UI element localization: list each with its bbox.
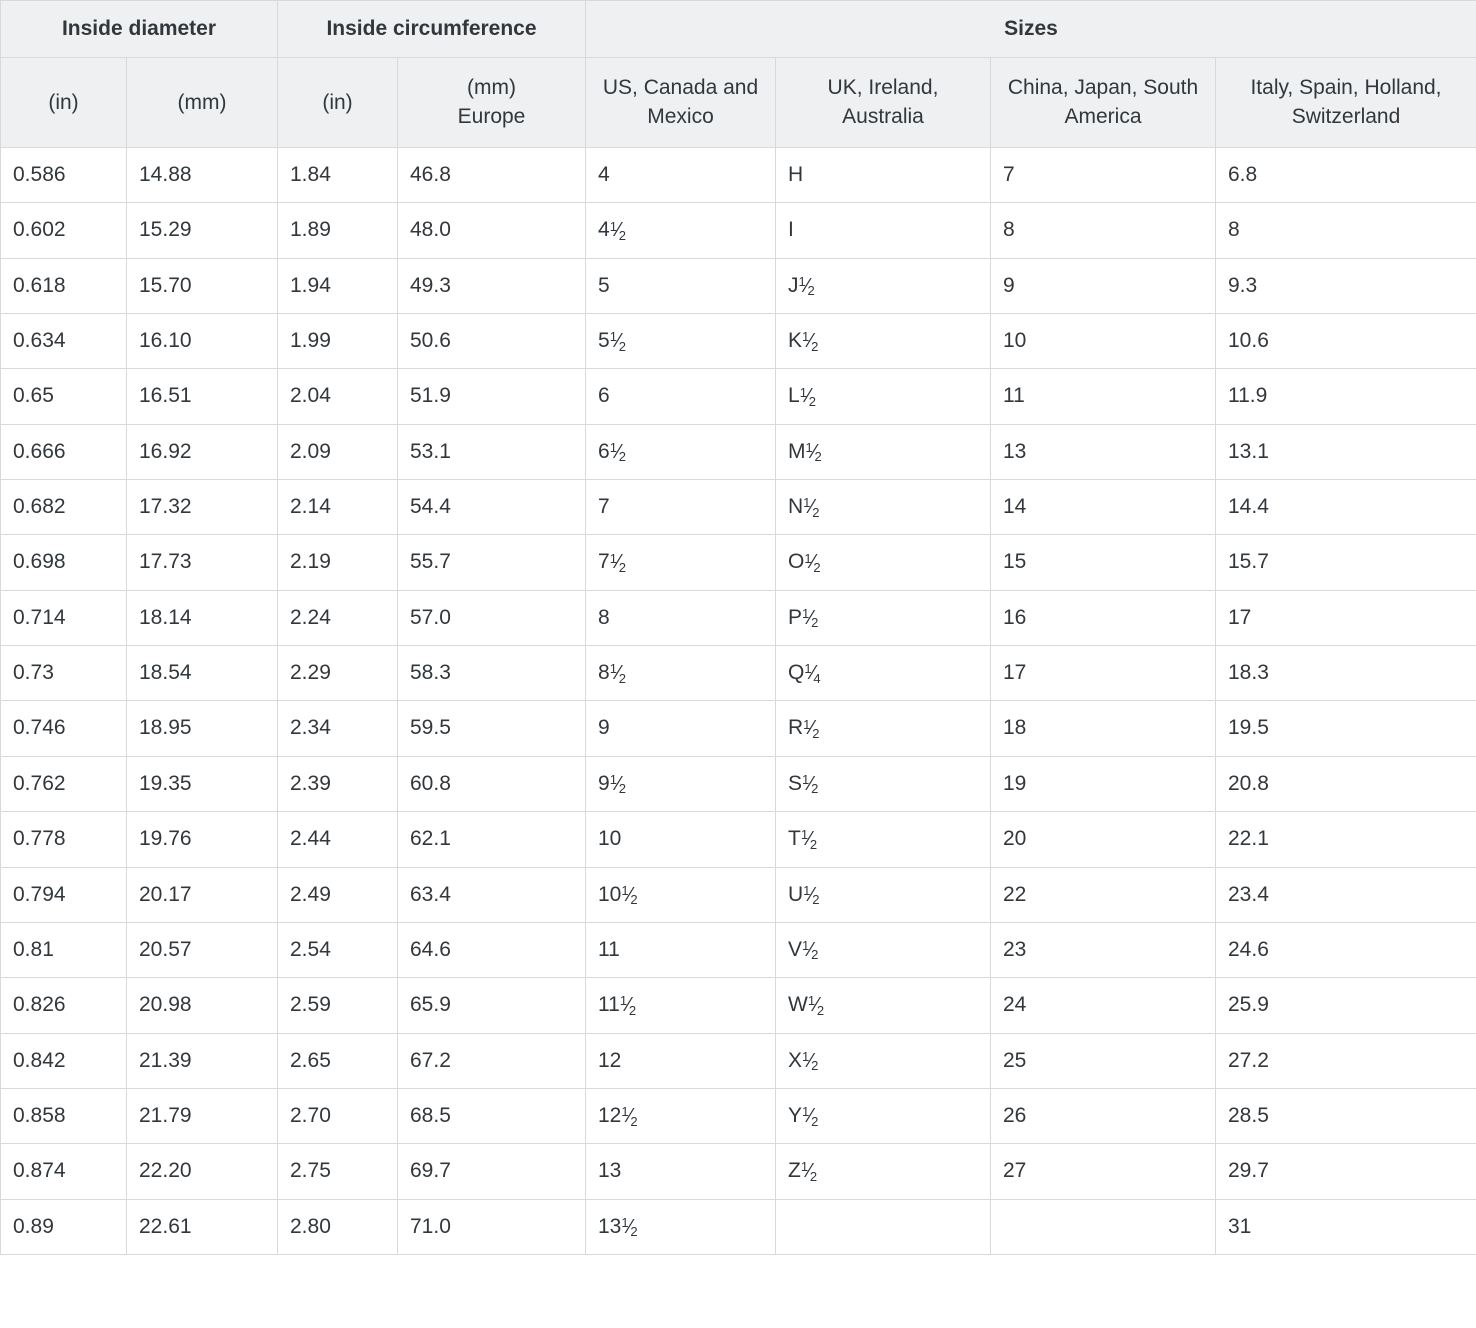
- cell-r5-c1: 16.92: [127, 424, 278, 479]
- cell-r7-c1: 17.73: [127, 535, 278, 590]
- column-header-7: Italy, Spain, Holland, Switzerland: [1216, 58, 1476, 148]
- cell-r8-c7: 17: [1216, 590, 1476, 645]
- cell-r12-c4: 10: [586, 812, 776, 867]
- cell-r1-c0: 0.602: [1, 203, 127, 258]
- cell-r7-c0: 0.698: [1, 535, 127, 590]
- cell-r5-c6: 13: [991, 424, 1216, 479]
- cell-r1-c7: 8: [1216, 203, 1476, 258]
- cell-r15-c5: $W^1⁄2$: [776, 978, 991, 1033]
- cell-r18-c5: $Z^1⁄2$: [776, 1144, 991, 1199]
- cell-r2-c4: 5: [586, 258, 776, 313]
- cell-r10-c1: 18.95: [127, 701, 278, 756]
- cell-r3-c1: 16.10: [127, 314, 278, 369]
- table-row: [1, 978, 1476, 1033]
- table-row: [1, 701, 1476, 756]
- cell-r5-c3: 53.1: [398, 424, 586, 479]
- cell-r10-c7: 19.5: [1216, 701, 1476, 756]
- cell-r0-c5: H: [776, 148, 991, 203]
- table-row: [1, 867, 1476, 922]
- cell-r16-c0: 0.842: [1, 1033, 127, 1088]
- cell-r4-c6: 11: [991, 369, 1216, 424]
- cell-r4-c7: 11.9: [1216, 369, 1476, 424]
- cell-r4-c0: 0.65: [1, 369, 127, 424]
- cell-r14-c1: 20.57: [127, 922, 278, 977]
- table-row: [1, 922, 1476, 977]
- cell-r2-c7: 9.3: [1216, 258, 1476, 313]
- cell-r18-c7: 29.7: [1216, 1144, 1476, 1199]
- cell-r0-c1: 14.88: [127, 148, 278, 203]
- cell-r18-c4: 13: [586, 1144, 776, 1199]
- cell-r15-c3: 65.9: [398, 978, 586, 1033]
- table-row: [1, 314, 1476, 369]
- cell-r11-c0: 0.762: [1, 756, 127, 811]
- cell-r0-c0: 0.586: [1, 148, 127, 203]
- cell-r13-c2: 2.49: [278, 867, 398, 922]
- column-header-2: (in): [278, 58, 398, 148]
- table-row: [1, 756, 1476, 811]
- cell-r19-c4: $13^1⁄2$: [586, 1199, 776, 1254]
- cell-r10-c3: 59.5: [398, 701, 586, 756]
- cell-r6-c3: 54.4: [398, 480, 586, 535]
- cell-r12-c5: $T^1⁄2$: [776, 812, 991, 867]
- cell-r6-c6: 14: [991, 480, 1216, 535]
- table-row: [1, 1144, 1476, 1199]
- cell-r9-c7: 18.3: [1216, 646, 1476, 701]
- cell-r14-c0: 0.81: [1, 922, 127, 977]
- table-row: [1, 480, 1476, 535]
- table-body: [1, 148, 1476, 1255]
- cell-r8-c1: 18.14: [127, 590, 278, 645]
- cell-r18-c2: 2.75: [278, 1144, 398, 1199]
- cell-r1-c3: 48.0: [398, 203, 586, 258]
- table-head: [1, 1, 1476, 148]
- cell-r4-c2: 2.04: [278, 369, 398, 424]
- table-row: [1, 646, 1476, 701]
- cell-r5-c7: 13.1: [1216, 424, 1476, 479]
- cell-r8-c0: 0.714: [1, 590, 127, 645]
- cell-r13-c1: 20.17: [127, 867, 278, 922]
- cell-r17-c7: 28.5: [1216, 1088, 1476, 1143]
- table-row: [1, 1088, 1476, 1143]
- cell-r18-c0: 0.874: [1, 1144, 127, 1199]
- cell-r16-c4: 12: [586, 1033, 776, 1088]
- cell-r19-c0: 0.89: [1, 1199, 127, 1254]
- cell-r6-c1: 17.32: [127, 480, 278, 535]
- cell-r2-c2: 1.94: [278, 258, 398, 313]
- group-header-0: Inside diameter: [1, 1, 278, 58]
- cell-r14-c7: 24.6: [1216, 922, 1476, 977]
- cell-r6-c2: 2.14: [278, 480, 398, 535]
- table-row: [1, 203, 1476, 258]
- cell-r6-c5: $N^1⁄2$: [776, 480, 991, 535]
- cell-r9-c4: $8^1⁄2$: [586, 646, 776, 701]
- group-header-2: Sizes: [586, 1, 1476, 58]
- cell-r1-c1: 15.29: [127, 203, 278, 258]
- cell-r8-c4: 8: [586, 590, 776, 645]
- cell-r12-c6: 20: [991, 812, 1216, 867]
- cell-r15-c4: $11^1⁄2$: [586, 978, 776, 1033]
- cell-r13-c3: 63.4: [398, 867, 586, 922]
- cell-r19-c5: [776, 1199, 991, 1254]
- column-header-row: [1, 58, 1476, 148]
- cell-r7-c5: $O^1⁄2$: [776, 535, 991, 590]
- cell-r5-c5: $M^1⁄2$: [776, 424, 991, 479]
- cell-r12-c0: 0.778: [1, 812, 127, 867]
- cell-r7-c4: $7^1⁄2$: [586, 535, 776, 590]
- cell-r11-c3: 60.8: [398, 756, 586, 811]
- cell-r11-c6: 19: [991, 756, 1216, 811]
- cell-r4-c3: 51.9: [398, 369, 586, 424]
- cell-r3-c6: 10: [991, 314, 1216, 369]
- cell-r19-c1: 22.61: [127, 1199, 278, 1254]
- cell-r0-c3: 46.8: [398, 148, 586, 203]
- cell-r11-c1: 19.35: [127, 756, 278, 811]
- cell-r2-c5: $J^1⁄2$: [776, 258, 991, 313]
- cell-r3-c5: $K^1⁄2$: [776, 314, 991, 369]
- cell-r15-c7: 25.9: [1216, 978, 1476, 1033]
- cell-r14-c3: 64.6: [398, 922, 586, 977]
- cell-r3-c3: 50.6: [398, 314, 586, 369]
- table-row: [1, 148, 1476, 203]
- cell-r4-c1: 16.51: [127, 369, 278, 424]
- cell-r13-c4: $10^1⁄2$: [586, 867, 776, 922]
- cell-r17-c4: $12^1⁄2$: [586, 1088, 776, 1143]
- cell-r1-c5: I: [776, 203, 991, 258]
- cell-r10-c4: 9: [586, 701, 776, 756]
- table-row: [1, 1199, 1476, 1254]
- cell-r17-c5: $Y^1⁄2$: [776, 1088, 991, 1143]
- group-header-row: [1, 1, 1476, 58]
- cell-r12-c2: 2.44: [278, 812, 398, 867]
- cell-r13-c5: $U^1⁄2$: [776, 867, 991, 922]
- cell-r2-c6: 9: [991, 258, 1216, 313]
- cell-r7-c3: 55.7: [398, 535, 586, 590]
- cell-r9-c6: 17: [991, 646, 1216, 701]
- cell-r9-c0: 0.73: [1, 646, 127, 701]
- column-header-3: (mm) Europe: [398, 58, 586, 148]
- table-row: [1, 590, 1476, 645]
- cell-r17-c1: 21.79: [127, 1088, 278, 1143]
- cell-r12-c1: 19.76: [127, 812, 278, 867]
- cell-r3-c2: 1.99: [278, 314, 398, 369]
- cell-r6-c7: 14.4: [1216, 480, 1476, 535]
- cell-r0-c2: 1.84: [278, 148, 398, 203]
- cell-r13-c0: 0.794: [1, 867, 127, 922]
- cell-r3-c0: 0.634: [1, 314, 127, 369]
- cell-r19-c7: 31: [1216, 1199, 1476, 1254]
- cell-r11-c4: $9^1⁄2$: [586, 756, 776, 811]
- cell-r16-c5: $X^1⁄2$: [776, 1033, 991, 1088]
- cell-r5-c0: 0.666: [1, 424, 127, 479]
- cell-r0-c4: 4: [586, 148, 776, 203]
- cell-r14-c2: 2.54: [278, 922, 398, 977]
- cell-r10-c5: $R^1⁄2$: [776, 701, 991, 756]
- cell-r7-c7: 15.7: [1216, 535, 1476, 590]
- group-header-1: Inside circumference: [278, 1, 586, 58]
- cell-r5-c4: $6^1⁄2$: [586, 424, 776, 479]
- cell-r19-c6: [991, 1199, 1216, 1254]
- cell-r7-c6: 15: [991, 535, 1216, 590]
- cell-r11-c2: 2.39: [278, 756, 398, 811]
- cell-r0-c7: 6.8: [1216, 148, 1476, 203]
- table-row: [1, 258, 1476, 313]
- cell-r1-c4: $4^1⁄2$: [586, 203, 776, 258]
- cell-r1-c6: 8: [991, 203, 1216, 258]
- cell-r19-c2: 2.80: [278, 1199, 398, 1254]
- cell-r10-c0: 0.746: [1, 701, 127, 756]
- cell-r16-c1: 21.39: [127, 1033, 278, 1088]
- cell-r15-c1: 20.98: [127, 978, 278, 1033]
- cell-r14-c5: $V^1⁄2$: [776, 922, 991, 977]
- table-row: [1, 535, 1476, 590]
- cell-r18-c3: 69.7: [398, 1144, 586, 1199]
- cell-r9-c3: 58.3: [398, 646, 586, 701]
- cell-r7-c2: 2.19: [278, 535, 398, 590]
- cell-r2-c1: 15.70: [127, 258, 278, 313]
- cell-r8-c3: 57.0: [398, 590, 586, 645]
- column-header-4: US, Canada and Mexico: [586, 58, 776, 148]
- column-header-5: UK, Ireland, Australia: [776, 58, 991, 148]
- cell-r13-c7: 23.4: [1216, 867, 1476, 922]
- cell-r16-c6: 25: [991, 1033, 1216, 1088]
- cell-r14-c4: 11: [586, 922, 776, 977]
- cell-r18-c1: 22.20: [127, 1144, 278, 1199]
- table-row: [1, 369, 1476, 424]
- cell-r6-c0: 0.682: [1, 480, 127, 535]
- cell-r15-c0: 0.826: [1, 978, 127, 1033]
- cell-r16-c3: 67.2: [398, 1033, 586, 1088]
- cell-r17-c6: 26: [991, 1088, 1216, 1143]
- table-row: [1, 812, 1476, 867]
- cell-r12-c7: 22.1: [1216, 812, 1476, 867]
- column-header-0: (in): [1, 58, 127, 148]
- cell-r4-c4: 6: [586, 369, 776, 424]
- table-row: [1, 424, 1476, 479]
- cell-r10-c2: 2.34: [278, 701, 398, 756]
- cell-r3-c7: 10.6: [1216, 314, 1476, 369]
- cell-r17-c0: 0.858: [1, 1088, 127, 1143]
- cell-r0-c6: 7: [991, 148, 1216, 203]
- cell-r2-c3: 49.3: [398, 258, 586, 313]
- cell-r14-c6: 23: [991, 922, 1216, 977]
- cell-r16-c7: 27.2: [1216, 1033, 1476, 1088]
- cell-r6-c4: 7: [586, 480, 776, 535]
- cell-r5-c2: 2.09: [278, 424, 398, 479]
- cell-r8-c2: 2.24: [278, 590, 398, 645]
- cell-r11-c5: $S^1⁄2$: [776, 756, 991, 811]
- cell-r4-c5: $L^1⁄2$: [776, 369, 991, 424]
- column-header-6: China, Japan, South America: [991, 58, 1216, 148]
- column-header-1: (mm): [127, 58, 278, 148]
- cell-r1-c2: 1.89: [278, 203, 398, 258]
- cell-r9-c5: $Q^1⁄4$: [776, 646, 991, 701]
- cell-r17-c3: 68.5: [398, 1088, 586, 1143]
- cell-r8-c6: 16: [991, 590, 1216, 645]
- cell-r15-c6: 24: [991, 978, 1216, 1033]
- cell-r3-c4: $5^1⁄2$: [586, 314, 776, 369]
- cell-r2-c0: 0.618: [1, 258, 127, 313]
- cell-r10-c6: 18: [991, 701, 1216, 756]
- cell-r19-c3: 71.0: [398, 1199, 586, 1254]
- cell-r9-c1: 18.54: [127, 646, 278, 701]
- cell-r17-c2: 2.70: [278, 1088, 398, 1143]
- cell-r18-c6: 27: [991, 1144, 1216, 1199]
- cell-r13-c6: 22: [991, 867, 1216, 922]
- cell-r11-c7: 20.8: [1216, 756, 1476, 811]
- cell-r8-c5: $P^1⁄2$: [776, 590, 991, 645]
- cell-r12-c3: 62.1: [398, 812, 586, 867]
- table-row: [1, 1033, 1476, 1088]
- cell-r15-c2: 2.59: [278, 978, 398, 1033]
- cell-r16-c2: 2.65: [278, 1033, 398, 1088]
- cell-r9-c2: 2.29: [278, 646, 398, 701]
